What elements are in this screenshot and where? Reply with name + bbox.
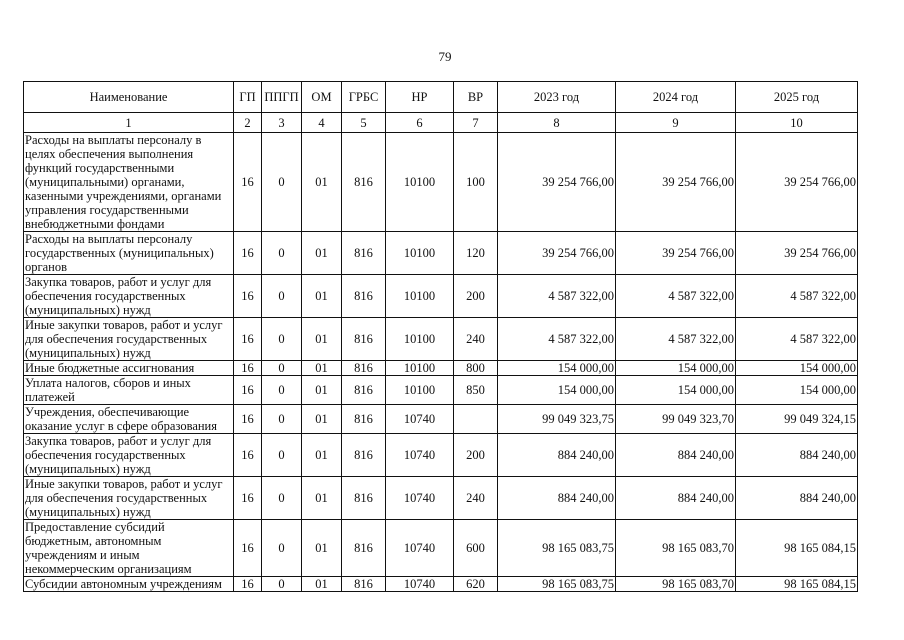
row-2025: 154 000,00 [736, 376, 858, 405]
header-vr: ВР [454, 82, 498, 113]
column-number: 6 [386, 113, 454, 133]
row-nr: 10100 [386, 318, 454, 361]
row-2024: 884 240,00 [616, 477, 736, 520]
row-2024: 4 587 322,00 [616, 318, 736, 361]
row-2025: 98 165 084,15 [736, 577, 858, 592]
row-vr: 850 [454, 376, 498, 405]
row-ppgp: 0 [262, 361, 302, 376]
row-name: Закупка товаров, работ и услуг для обеспечения государственных (муниципальных) нужд [24, 434, 234, 477]
row-nr: 10100 [386, 361, 454, 376]
table-row [24, 434, 858, 477]
header-name: Наименование [24, 82, 234, 113]
row-grbs: 816 [342, 361, 386, 376]
row-2024: 4 587 322,00 [616, 275, 736, 318]
row-grbs: 816 [342, 477, 386, 520]
row-2023: 154 000,00 [498, 376, 616, 405]
row-2023: 884 240,00 [498, 477, 616, 520]
row-ppgp: 0 [262, 133, 302, 232]
row-grbs: 816 [342, 133, 386, 232]
row-gp: 16 [234, 405, 262, 434]
row-2023: 4 587 322,00 [498, 275, 616, 318]
row-name: Закупка товаров, работ и услуг для обеспечения государственных (муниципальных) нужд [24, 275, 234, 318]
header-gp: ГП [234, 82, 262, 113]
row-nr: 10740 [386, 520, 454, 577]
column-number: 7 [454, 113, 498, 133]
row-gp: 16 [234, 477, 262, 520]
row-2024: 154 000,00 [616, 361, 736, 376]
row-2023: 154 000,00 [498, 361, 616, 376]
row-2025: 39 254 766,00 [736, 232, 858, 275]
row-gp: 16 [234, 275, 262, 318]
row-name: Субсидии автономным учреждениям [24, 577, 234, 592]
row-name: Расходы на выплаты персоналу государственных (муниципальных) органов [24, 232, 234, 275]
row-2025: 4 587 322,00 [736, 318, 858, 361]
row-ppgp: 0 [262, 434, 302, 477]
row-gp: 16 [234, 133, 262, 232]
row-grbs: 816 [342, 577, 386, 592]
row-om: 01 [302, 434, 342, 477]
row-gp: 16 [234, 577, 262, 592]
row-vr: 200 [454, 434, 498, 477]
header-om: ОМ [302, 82, 342, 113]
row-om: 01 [302, 376, 342, 405]
column-number: 8 [498, 113, 616, 133]
row-gp: 16 [234, 318, 262, 361]
row-grbs: 816 [342, 376, 386, 405]
row-grbs: 816 [342, 405, 386, 434]
row-om: 01 [302, 361, 342, 376]
row-ppgp: 0 [262, 477, 302, 520]
table-row [24, 275, 858, 318]
row-2025: 99 049 324,15 [736, 405, 858, 434]
column-number: 10 [736, 113, 858, 133]
row-name: Иные закупки товаров, работ и услуг для обеспечения государственных (муниципальных) нужд [24, 318, 234, 361]
row-2023: 39 254 766,00 [498, 232, 616, 275]
row-grbs: 816 [342, 434, 386, 477]
row-ppgp: 0 [262, 520, 302, 577]
row-vr: 200 [454, 275, 498, 318]
row-om: 01 [302, 275, 342, 318]
row-2023: 98 165 083,75 [498, 520, 616, 577]
row-2025: 884 240,00 [736, 477, 858, 520]
column-number: 3 [262, 113, 302, 133]
table-row [24, 520, 858, 577]
row-nr: 10740 [386, 405, 454, 434]
row-2024: 39 254 766,00 [616, 232, 736, 275]
row-2023: 98 165 083,75 [498, 577, 616, 592]
row-2024: 39 254 766,00 [616, 133, 736, 232]
row-nr: 10740 [386, 477, 454, 520]
row-grbs: 816 [342, 318, 386, 361]
row-gp: 16 [234, 361, 262, 376]
row-2023: 39 254 766,00 [498, 133, 616, 232]
row-2024: 98 165 083,70 [616, 520, 736, 577]
row-gp: 16 [234, 376, 262, 405]
table-row [24, 133, 858, 232]
row-om: 01 [302, 232, 342, 275]
row-grbs: 816 [342, 275, 386, 318]
row-nr: 10100 [386, 275, 454, 318]
header-2025: 2025 год [736, 82, 858, 113]
row-om: 01 [302, 577, 342, 592]
row-nr: 10100 [386, 376, 454, 405]
row-name: Учреждения, обеспечивающие оказание услуг в сфере образования [24, 405, 234, 434]
row-ppgp: 0 [262, 405, 302, 434]
row-vr: 120 [454, 232, 498, 275]
row-gp: 16 [234, 434, 262, 477]
row-2025: 39 254 766,00 [736, 133, 858, 232]
page-number: 79 [438, 49, 452, 64]
row-ppgp: 0 [262, 318, 302, 361]
row-name: Предоставление субсидий бюджетным, автономным учреждениям и иным некоммерческим организациям [24, 520, 234, 577]
column-number: 4 [302, 113, 342, 133]
row-gp: 16 [234, 232, 262, 275]
column-number: 5 [342, 113, 386, 133]
row-2023: 99 049 323,75 [498, 405, 616, 434]
row-ppgp: 0 [262, 232, 302, 275]
table-row [24, 376, 858, 405]
row-name: Иные бюджетные ассигнования [24, 361, 234, 376]
row-grbs: 816 [342, 520, 386, 577]
row-2023: 884 240,00 [498, 434, 616, 477]
row-om: 01 [302, 133, 342, 232]
row-2024: 884 240,00 [616, 434, 736, 477]
row-name: Уплата налогов, сборов и иных платежей [24, 376, 234, 405]
row-nr: 10740 [386, 434, 454, 477]
row-2025: 154 000,00 [736, 361, 858, 376]
row-vr: 600 [454, 520, 498, 577]
table-row [24, 577, 858, 592]
row-2023: 4 587 322,00 [498, 318, 616, 361]
budget-table [23, 81, 858, 592]
row-om: 01 [302, 520, 342, 577]
header-nr: НР [386, 82, 454, 113]
header-2023: 2023 год [498, 82, 616, 113]
row-vr: 100 [454, 133, 498, 232]
table-row [24, 318, 858, 361]
table-row [24, 361, 858, 376]
row-vr: 800 [454, 361, 498, 376]
table-row [24, 477, 858, 520]
row-vr: 240 [454, 477, 498, 520]
header-grbs: ГРБС [342, 82, 386, 113]
table-row [24, 405, 858, 434]
row-nr: 10100 [386, 133, 454, 232]
row-vr [454, 405, 498, 434]
row-2025: 4 587 322,00 [736, 275, 858, 318]
header-row [24, 82, 858, 113]
table-row [24, 232, 858, 275]
column-number: 9 [616, 113, 736, 133]
row-name: Иные закупки товаров, работ и услуг для обеспечения государственных (муниципальных) нужд [24, 477, 234, 520]
row-2024: 99 049 323,70 [616, 405, 736, 434]
row-ppgp: 0 [262, 275, 302, 318]
row-nr: 10100 [386, 232, 454, 275]
header-2024: 2024 год [616, 82, 736, 113]
row-om: 01 [302, 477, 342, 520]
row-2024: 98 165 083,70 [616, 577, 736, 592]
row-2025: 98 165 084,15 [736, 520, 858, 577]
header-ppgp: ППГП [262, 82, 302, 113]
column-number-row [24, 113, 858, 133]
row-grbs: 816 [342, 232, 386, 275]
column-number: 2 [234, 113, 262, 133]
row-2025: 884 240,00 [736, 434, 858, 477]
row-gp: 16 [234, 520, 262, 577]
row-ppgp: 0 [262, 577, 302, 592]
row-name: Расходы на выплаты персоналу в целях обеспечения выполнения функций государственными (муниципальными) органами, казенными учреждениями, органами управления государственными внебюджетными фондами [24, 133, 234, 232]
row-vr: 240 [454, 318, 498, 361]
column-number: 1 [24, 113, 234, 133]
row-om: 01 [302, 405, 342, 434]
row-om: 01 [302, 318, 342, 361]
row-2024: 154 000,00 [616, 376, 736, 405]
row-nr: 10740 [386, 577, 454, 592]
row-vr: 620 [454, 577, 498, 592]
row-ppgp: 0 [262, 376, 302, 405]
